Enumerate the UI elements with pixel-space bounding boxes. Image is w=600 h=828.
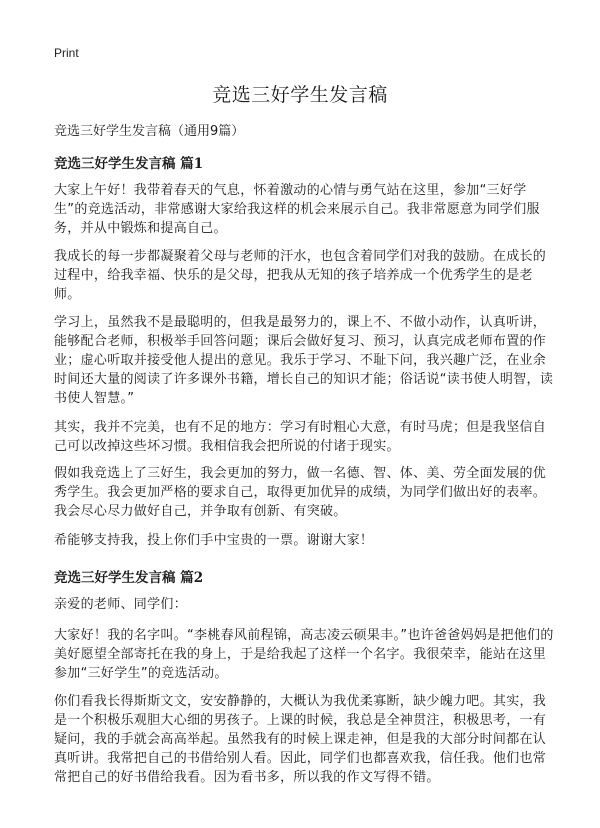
paragraph: 学习上，虽然我不是最聪明的，但我是最努力的，课上不、不做小动作，认真听讲，能够配合老师，积极举手回答问题；课后会做好复习、预习，认真完成老师布置的作业；虚心听取并接受他人提出的意见。我乐于学习、不耻下问，我兴趣广泛，在业余时间还大量的阅读了许多课外书籍，增长自己的知识才能；俗话说“读书使人明智，读书使人智慧。” [54,315,554,406]
paragraph: 希能够支持我，投上你们手中宝贵的一票。谢谢大家！ [54,533,374,548]
paragraph: 你们看我长得斯斯文文，安安静静的，大概认为我优柔寡断，缺少魄力吧。其实，我是一个积极乐观胆大心细的男孩子。上课的时候，我总是全神贯注，积极思考，一有疑问，我的手就会高高举起。虽然我有的时候上课走神，但是我的大部分时间都在认真听讲。我常把自己的书借给别人看。因此，同学们也都喜欢我，信任我。他们也常常把自己的好书借给我看。因为看书多，所以我的作文写得不错。 [54,694,547,785]
document-subtitle: 竞选三好学生发言稿（通用9篇） [54,124,245,139]
paragraph: 大家上午好！我带着春天的气息，怀着激动的心情与勇气站在这里，参加“三好学生”的竞选活动，非常感谢大家给我这样的机会来展示自己。我非常愿意为同学们服务，并从中锻炼和提高自己。 [54,183,540,236]
print-link[interactable]: Print [54,46,79,60]
paragraph: 假如我竞选上了三好生，我会更加的努力，做一名德、智、体、美、劳全面发展的优秀学生。我会更加严格的要求自己，取得更加优异的成绩，为同学们做出好的表率。我会尽心尽力做好自己，并争取有创新、有突破。 [54,466,547,519]
paragraph: 亲爱的老师、同学们： [54,597,188,612]
paragraph: 大家好！我的名字叫。“李桃春风前程锦，高志凌云硕果丰。”也许爸爸妈妈是把他们的美好愿望全部寄托在我的身上，于是给我起了这样一个名字。我很荣幸，能站在这里参加“三好学生”的竞选活动。 [54,628,554,681]
page-title: 竞选三好学生发言稿 [212,84,388,106]
section-heading-2: 竞选三好学生发言稿 篇2 [54,570,204,586]
paragraph: 我成长的每一步都凝聚着父母与老师的汗水，也包含着同学们对我的鼓励。在成长的过程中，给我幸福、快乐的是父母，把我从无知的孩子培养成一个优秀学生的是老师。 [54,249,547,302]
paragraph: 其实，我并不完美，也有不足的地方：学习有时粗心大意，有时马虎；但是我坚信自己可以改掉这些坏习惯。我相信我会把所说的付诸于现实。 [54,420,547,454]
section-heading-1: 竞选三好学生发言稿 篇1 [54,156,204,172]
